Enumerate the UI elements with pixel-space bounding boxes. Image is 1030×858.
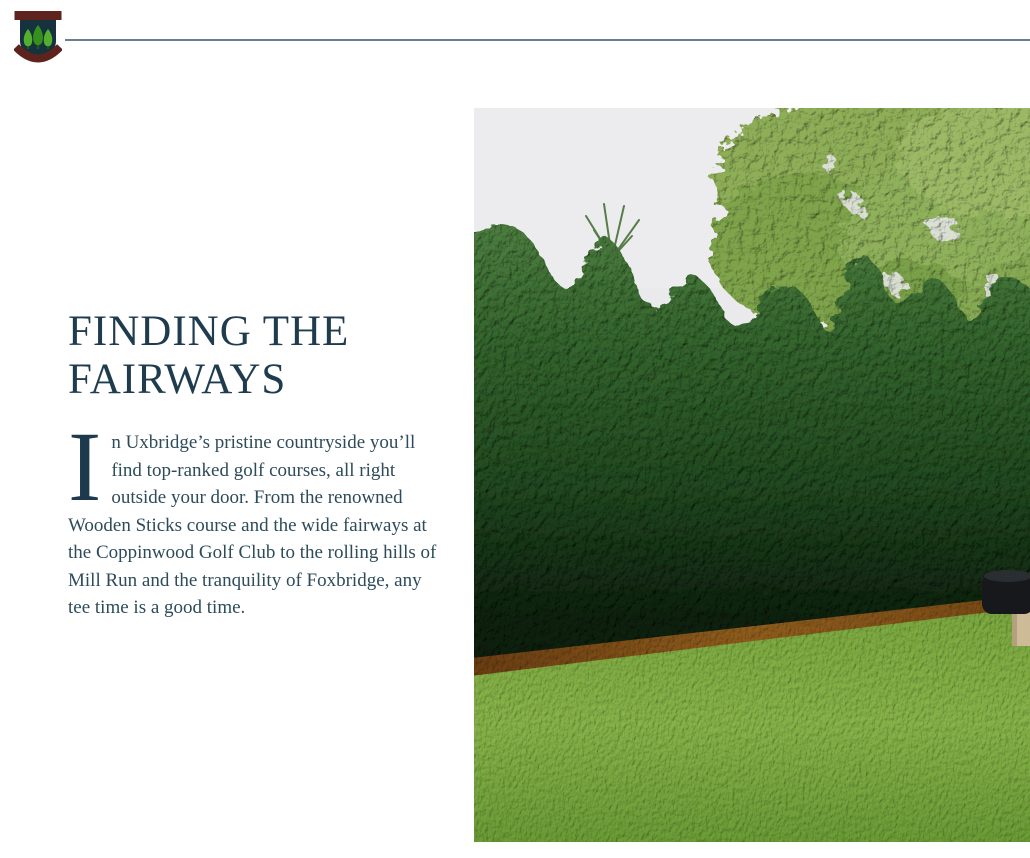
crest-top-bar <box>15 11 62 20</box>
title-line-1: FINDING THE <box>68 308 350 355</box>
drop-cap: I <box>68 411 102 523</box>
body-text: n Uxbridge’s pristine countryside you’ll find top-ranked golf courses, all right outside your door. From the renowned Wooden Sticks course and the wide fairways at the Coppinwood Golf Club to the rolling hills of Mill Run and the tranquility of Foxbridge, any tee time is a good time. <box>68 432 437 619</box>
club-crest-logo-icon <box>14 11 62 73</box>
body-paragraph <box>68 411 440 622</box>
header-rule <box>65 39 1030 41</box>
title-line-2: FAIRWAYS <box>68 356 287 404</box>
countryside-hedge-photo <box>474 108 1030 842</box>
page-title <box>68 308 448 404</box>
hedge-lawn-photo-illustration <box>474 108 1030 842</box>
article <box>68 308 448 622</box>
